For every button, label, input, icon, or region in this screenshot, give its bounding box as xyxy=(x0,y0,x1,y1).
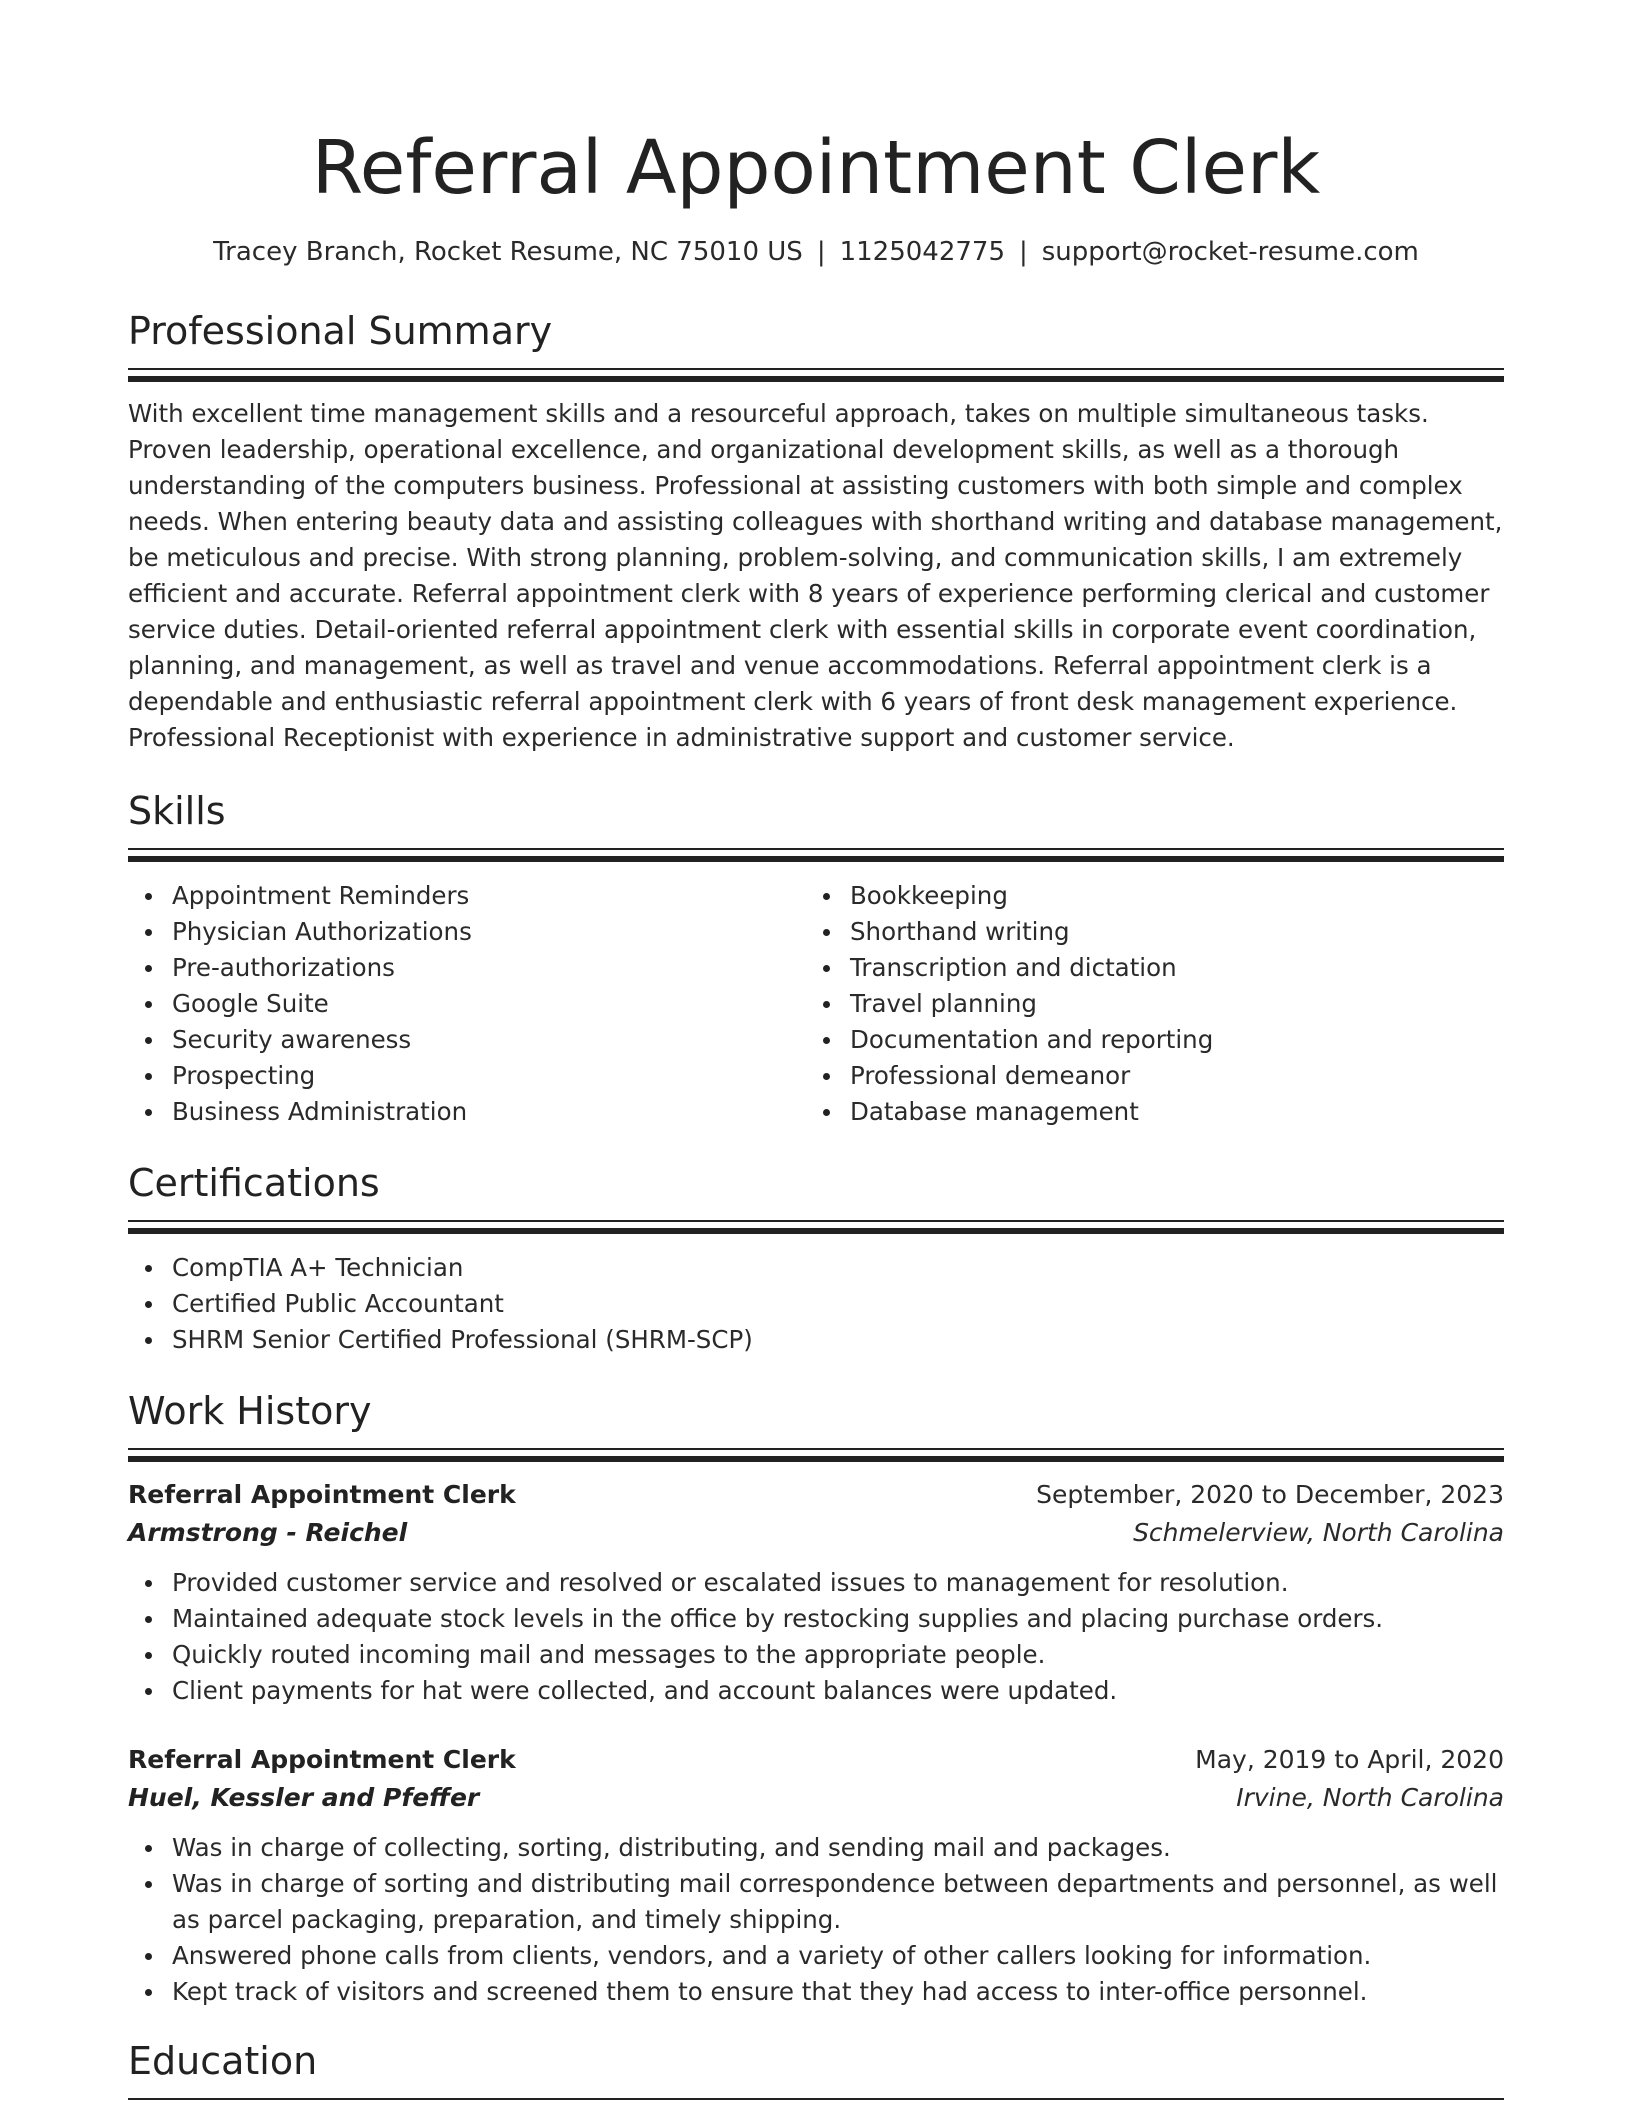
education-section xyxy=(128,2036,1504,2100)
list-item: Business Administration xyxy=(128,1094,806,1130)
job-subheader xyxy=(128,1514,1504,1552)
list-item: Prospecting xyxy=(128,1058,806,1094)
contact-separator: | xyxy=(816,237,826,267)
section-divider xyxy=(128,848,1504,850)
list-item: Answered phone calls from clients, vendors, and a variety of other callers looking for information. xyxy=(128,1938,1504,1974)
section-divider xyxy=(128,1220,1504,1222)
job-dates: May, 2019 to April, 2020 xyxy=(1195,1745,1504,1774)
job-company: Huel, Kessler and Pfeffer xyxy=(128,1783,480,1812)
list-item: Physician Authorizations xyxy=(128,914,806,950)
job-header xyxy=(128,1476,1504,1514)
list-item: Pre-authorizations xyxy=(128,950,806,986)
list-item: Quickly routed incoming mail and messages to the appropriate people. xyxy=(128,1637,1504,1673)
contact-line xyxy=(128,234,1504,270)
certifications-list xyxy=(128,1250,1504,1358)
resume-page xyxy=(128,0,1504,2100)
list-item: Database management xyxy=(806,1094,1484,1130)
list-item: CompTIA A+ Technician xyxy=(128,1250,1504,1286)
skills-list-left xyxy=(128,878,806,1130)
list-item: Shorthand writing xyxy=(806,914,1484,950)
list-item: Professional demeanor xyxy=(806,1058,1484,1094)
section-heading: Certifications xyxy=(128,1161,380,1205)
work-history-section xyxy=(128,1386,1504,2010)
summary-section xyxy=(128,306,1504,756)
skills-columns xyxy=(128,878,1504,1130)
certifications-section xyxy=(128,1158,1504,1358)
skills-section xyxy=(128,786,1504,1130)
section-heading: Education xyxy=(128,2039,318,2083)
list-item: Was in charge of sorting and distributing mail correspondence between departments and personnel, as well as parcel packaging, preparation, and timely shipping. xyxy=(128,1866,1504,1938)
contact-address: Tracey Branch, Rocket Resume, NC 75010 US xyxy=(213,237,803,267)
list-item: Documentation and reporting xyxy=(806,1022,1484,1058)
list-item: Client payments for hat were collected, and account balances were updated. xyxy=(128,1673,1504,1709)
job-company: Armstrong - Reichel xyxy=(128,1518,408,1547)
list-item: Kept track of visitors and screened them to ensure that they had access to inter-office personnel. xyxy=(128,1974,1504,2010)
job-title: Referral Appointment Clerk xyxy=(128,1480,516,1509)
list-item: Security awareness xyxy=(128,1022,806,1058)
section-divider xyxy=(128,2098,1504,2100)
contact-email[interactable]: support@rocket-resume.com xyxy=(1041,237,1419,267)
resume-title: Referral Appointment Clerk xyxy=(311,125,1321,211)
skills-list-right xyxy=(806,878,1484,1130)
job-location: Schmelerview, North Carolina xyxy=(1133,1518,1504,1547)
job-subheader xyxy=(128,1779,1504,1817)
list-item: Maintained adequate stock levels in the office by restocking supplies and placing purchase orders. xyxy=(128,1601,1504,1637)
list-item: Google Suite xyxy=(128,986,806,1022)
section-divider xyxy=(128,1228,1504,1234)
job-entry xyxy=(128,1741,1504,2010)
section-heading: Work History xyxy=(128,1389,372,1433)
job-header xyxy=(128,1741,1504,1779)
job-title: Referral Appointment Clerk xyxy=(128,1745,516,1774)
job-entry xyxy=(128,1476,1504,1709)
job-bullets xyxy=(128,1830,1504,2010)
job-location: Irvine, North Carolina xyxy=(1236,1783,1504,1812)
contact-separator: | xyxy=(1019,237,1028,267)
section-divider xyxy=(128,368,1504,370)
section-divider xyxy=(128,1448,1504,1450)
list-item: Was in charge of collecting, sorting, distributing, and sending mail and packages. xyxy=(128,1830,1504,1866)
list-item: SHRM Senior Certified Professional (SHRM-SCP) xyxy=(128,1322,1504,1358)
section-divider xyxy=(128,1456,1504,1462)
list-item: Provided customer service and resolved or escalated issues to management for resolution. xyxy=(128,1565,1504,1601)
contact-phone: 1125042775 xyxy=(839,237,1005,267)
section-heading: Professional Summary xyxy=(128,309,553,353)
summary-text: With excellent time management skills and a resourceful approach, takes on multiple simultaneous tasks. Proven leadership, operational excellence, and organizational development skills, as well as a thorough understanding of the computers business. Professional at assisting customers with both simple and complex needs. When entering beauty data and assisting colleagues with shorthand writing and database management, be meticulous and precise. With strong planning, problem-solving, and communication skills, I am extremely efficient and accurate. Referral appointment clerk with 8 years of experience performing clerical and customer service duties. Detail-oriented referral appointment clerk with essential skills in corporate event coordination, planning, and management, as well as travel and venue accommodations. Referral appointment clerk is a dependable and enthusiastic referral appointment clerk with 6 years of front desk management experience. Professional Receptionist with experience in administrative support and customer service. xyxy=(128,399,1503,752)
list-item: Appointment Reminders xyxy=(128,878,806,914)
list-item: Transcription and dictation xyxy=(806,950,1484,986)
section-divider xyxy=(128,376,1504,382)
job-bullets xyxy=(128,1565,1504,1709)
section-heading: Skills xyxy=(128,789,226,833)
list-item: Certified Public Accountant xyxy=(128,1286,1504,1322)
list-item: Bookkeeping xyxy=(806,878,1484,914)
section-divider xyxy=(128,856,1504,862)
list-item: Travel planning xyxy=(806,986,1484,1022)
job-dates: September, 2020 to December, 2023 xyxy=(1036,1480,1504,1509)
